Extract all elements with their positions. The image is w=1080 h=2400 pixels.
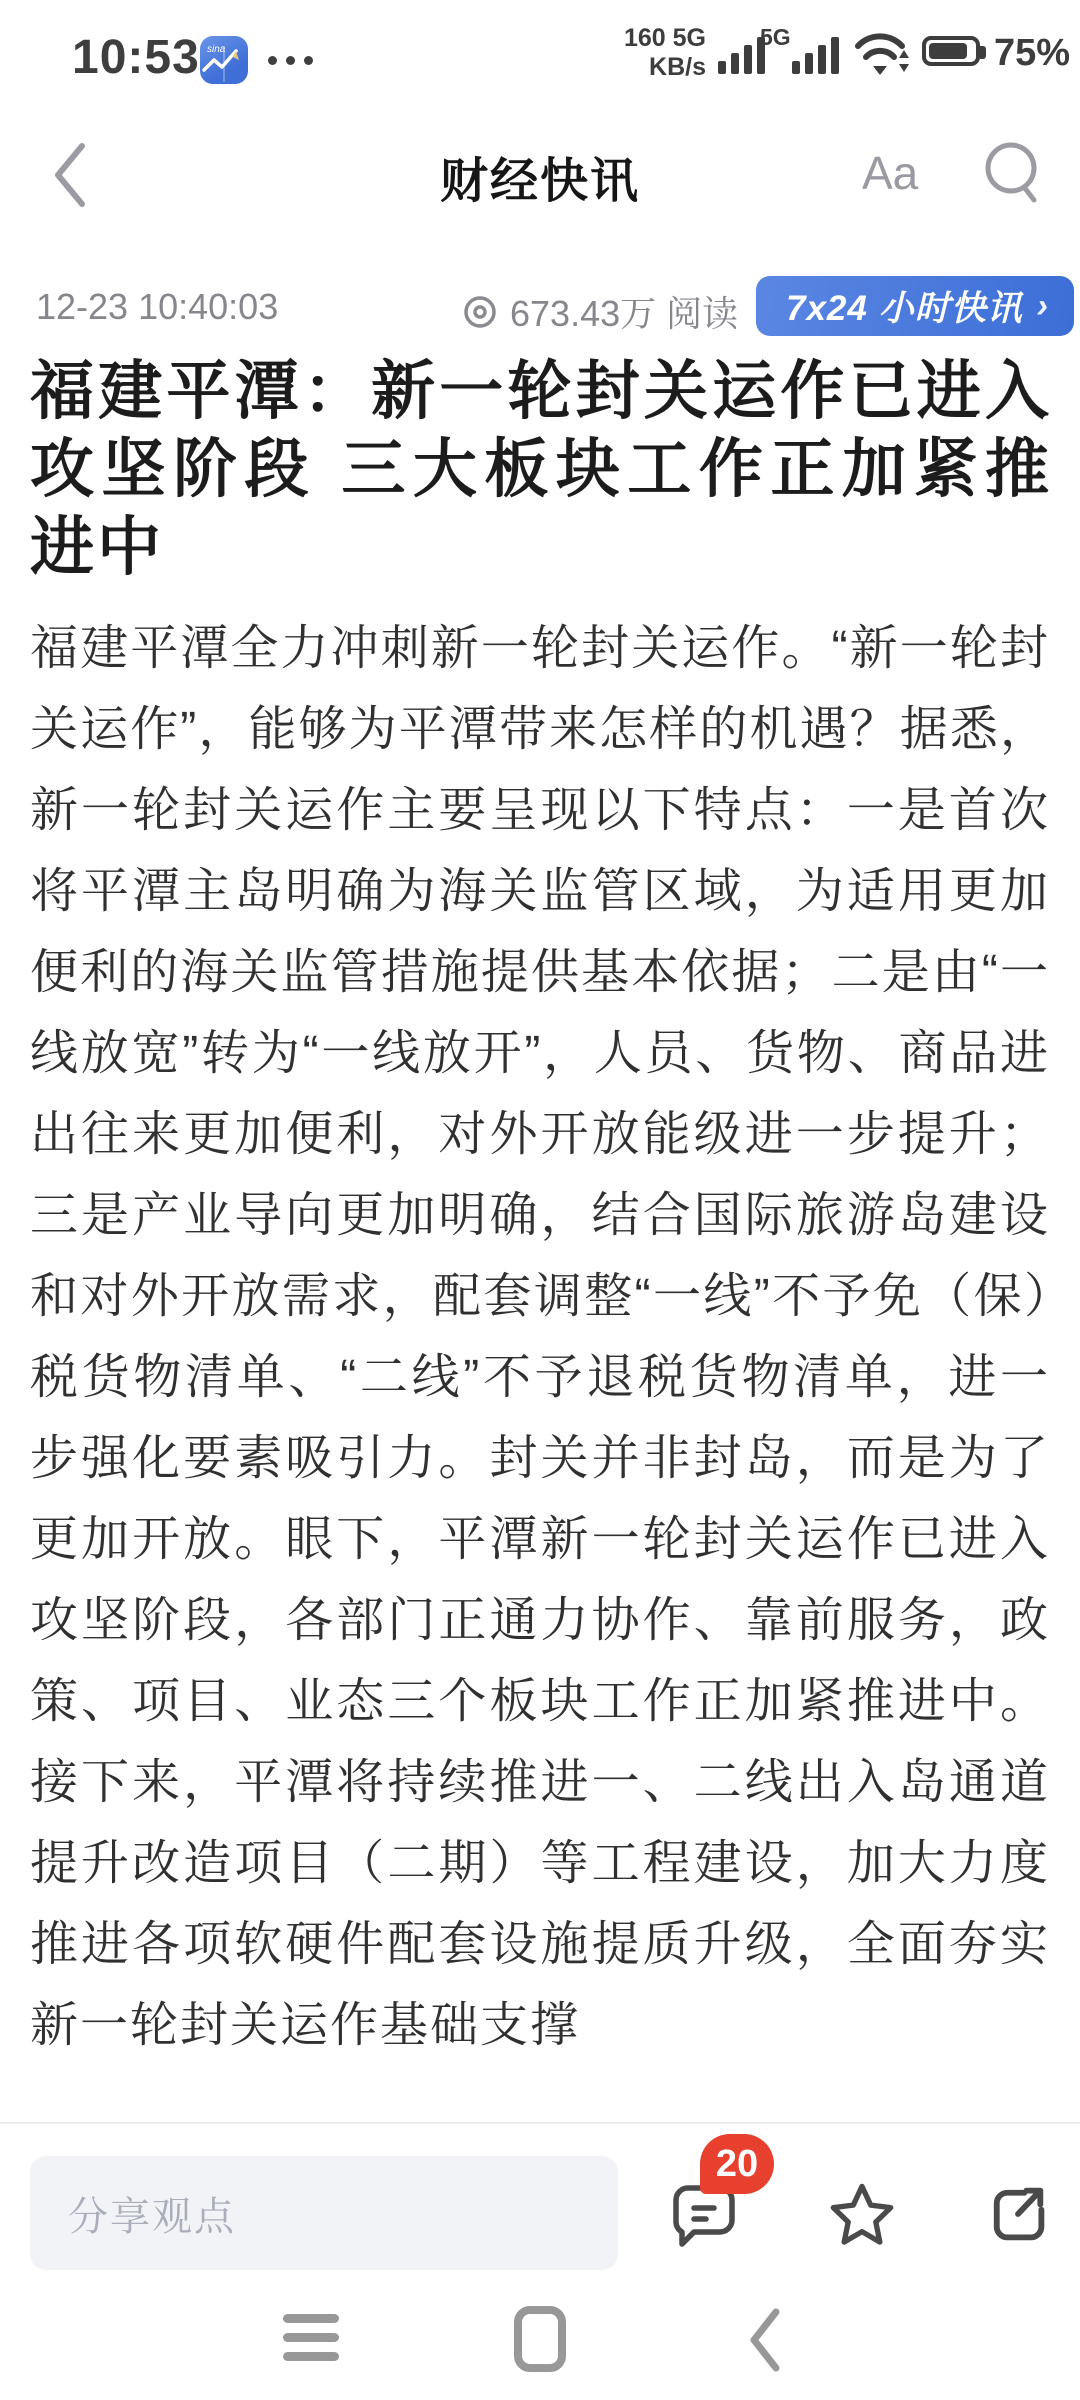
publish-timestamp: 12-23 10:40:03	[36, 286, 279, 327]
android-navigation-bar	[0, 2302, 1080, 2400]
network-speed: 160 5G KB/s	[623, 24, 706, 81]
eye-icon	[460, 292, 500, 332]
signal-bars-sim2-icon	[792, 37, 839, 74]
clock: 10:53	[72, 31, 200, 84]
home-nav-button[interactable]	[514, 2306, 566, 2372]
battery-icon	[922, 36, 980, 66]
battery-percent: 75%	[994, 32, 1071, 74]
notification-dots-icon	[268, 56, 313, 65]
menu-nav-button[interactable]	[283, 2314, 339, 2371]
live-feed-badge[interactable]: 7x24 小时快讯 ›	[756, 276, 1074, 336]
article-body: 福建平潭全力冲刺新一轮封关运作。“新一轮封关运作”，能够为平潭带来怎样的机遇？据悉，新一轮封关运作主要呈现以下特点：一是首次将平潭主岛明确为海关监管区域，为适用更加便利的海关监管措施提供基本依据；二是由“一线放宽”转为“一线放开”，人员、货物、商品进出往来更加便利，对外开放能级进一步提升；三是产业导向更加明确，结合国际旅游岛建设和对外开放需求，配套调整“一线”不予免（保）税货物清单、“二线”不予退税货物清单，进一步强化要素吸引力。封关并非封岛，而是为了更加开放。眼下，平潭新一轮封关运作已进入攻坚阶段，各部门正通力协作、靠前服务，政策、项目、业态三个板块工作正加紧推进中。接下来，平潭将持续推进一、二线出入岛通道提升改造项目（二期）等工程建设，加大力度推进各项软硬件配套设施提质升级，全面夯实新一轮封关运作基础支撑	[30, 622, 1050, 2052]
signal-bars-sim1-icon	[718, 37, 765, 74]
wifi-icon	[852, 28, 914, 85]
favorite-star-icon[interactable]	[828, 2180, 896, 2248]
article-meta	[0, 272, 1080, 342]
comment-count-badge: 20	[700, 2134, 774, 2194]
sina-finance-app-icon	[200, 36, 248, 84]
comment-placeholder: 分享观点	[68, 2194, 236, 2239]
svg-text:sina: sina	[207, 44, 226, 55]
nav-bar	[0, 100, 1080, 250]
chevron-right-icon: ›	[1036, 286, 1048, 325]
font-size-button[interactable]: Aa	[862, 147, 919, 199]
article-title: 福建平潭：新一轮封关运作已进入攻坚阶段 三大板块工作正加紧推进中	[30, 355, 1052, 583]
5g-label: 5G	[760, 24, 791, 50]
back-nav-button[interactable]	[742, 2306, 786, 2374]
bottom-toolbar	[0, 2122, 1080, 2302]
read-count: 673.43万 阅读	[460, 286, 738, 337]
page-title: 财经快讯	[439, 155, 640, 208]
share-icon[interactable]	[984, 2180, 1052, 2248]
search-icon[interactable]	[980, 138, 1046, 208]
status-bar	[0, 0, 1080, 100]
comment-input[interactable]	[30, 2156, 618, 2270]
